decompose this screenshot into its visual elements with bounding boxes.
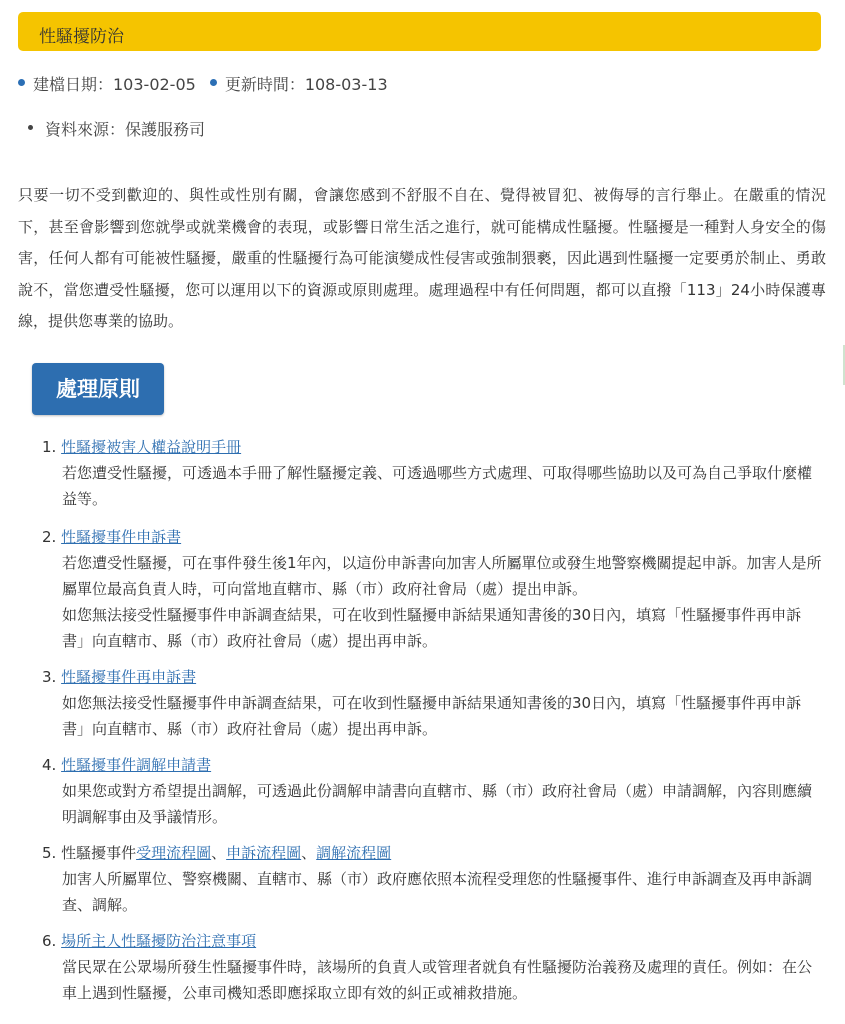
bullet-dot-icon (18, 79, 25, 86)
item-description-text: 如您無法接受性騷擾事件申訴調查結果，可在收到性騷擾申訴結果通知書後的30日內，填寫「性騷擾事件再申訴書」向直轄市、縣（市）政府社會局（處）提出再申訴。 (62, 606, 802, 650)
complaint-flowchart-link[interactable]: 申訴流程圖 (226, 844, 302, 862)
re-complaint-form-link[interactable]: 性騷擾事件再申訴書 (61, 668, 197, 686)
created-date: 建檔日期：103-02-05 (33, 75, 196, 94)
section-heading-button: 處理原則 (32, 363, 164, 415)
item-description-text: 加害人所屬單位、警察機關、直轄市、縣（市）政府應依照本流程受理您的性騷擾事件、進行申訴調查及再申訴調查、調解。 (62, 870, 813, 914)
item-number: 2. (42, 528, 57, 546)
mediation-form-link[interactable]: 性騷擾事件調解申請書 (61, 756, 212, 774)
item-number: 3. (42, 668, 57, 686)
item-number: 1. (42, 438, 57, 456)
list-item (42, 928, 822, 1006)
item-description (62, 550, 822, 654)
list-item (42, 840, 822, 918)
list-item (42, 664, 822, 742)
item-number: 6. (42, 932, 57, 950)
manual-link[interactable]: 性騷擾被害人權益說明手冊 (61, 438, 242, 456)
updated-date: 更新時間：108-03-13 (224, 75, 388, 94)
venue-owner-guidelines-link[interactable]: 場所主人性騷擾防治注意事項 (61, 932, 257, 950)
page-title: 性騷擾防治 (39, 27, 124, 47)
separator: 、 (211, 844, 227, 862)
item-description-text: 若您遭受性騷擾，可透過本手冊了解性騷擾定義、可透過哪些方式處理、可取得哪些協助以及可為自己爭取什麼權益等。 (62, 464, 813, 508)
data-source-label: 資料來源：保護服務司 (45, 120, 206, 139)
item-description (62, 866, 822, 918)
item-description-text: 如您無法接受性騷擾事件申訴調查結果，可在收到性騷擾申訴結果通知書後的30日內，填寫「性騷擾事件再申訴書」向直轄市、縣（市）政府社會局（處）提出再申訴。 (62, 694, 802, 738)
item-description (62, 690, 822, 742)
item-prefix: 性騷擾事件 (61, 844, 137, 862)
bullet-icon (28, 125, 33, 130)
item-description-text: 若您遭受性騷擾，可在事件發生後1年內，以這份申訴書向加害人所屬單位或發生地警察機關提起申訴。加害人是所屬單位最高負責人時，可向當地直轄市、縣（市）政府社會局（處）提出申訴。 (62, 554, 822, 598)
separator: 、 (301, 844, 317, 862)
item-description (62, 954, 822, 1006)
complaint-form-link[interactable]: 性騷擾事件申訴書 (61, 528, 182, 546)
item-number: 5. (42, 844, 57, 862)
page-title-bar (18, 12, 821, 51)
list-item (42, 434, 822, 512)
item-number: 4. (42, 756, 57, 774)
data-source (28, 117, 205, 140)
meta-info (18, 72, 388, 95)
acceptance-flowchart-link[interactable]: 受理流程圖 (136, 844, 212, 862)
mediation-flowchart-link[interactable]: 調解流程圖 (316, 844, 392, 862)
item-description-text: 如果您或對方希望提出調解，可透過此份調解申請書向直轄市、縣（市）政府社會局（處）申請調解，內容則應續明調解事由及爭議情形。 (62, 782, 813, 826)
bullet-dot-icon (210, 79, 217, 86)
list-item (42, 524, 822, 654)
list-item (42, 752, 822, 830)
item-description (62, 460, 822, 512)
intro-paragraph: 只要一切不受到歡迎的、與性或性別有關，會讓您感到不舒服不自在、覺得被冒犯、被侮辱的言行舉止。在嚴重的情況下，甚至會影響到您就學或就業機會的表現，或影響日常生活之進行，就可能構成性騷擾。性騷擾是一種對人身安全的傷害，任何人都有可能被性騷擾，嚴重的性騷擾行為可能演變成性侵害或強制猥褻，因此遇到性騷擾一定要勇於制止、勇敢說不，當您遭受性騷擾，您可以運用以下的資源或原則處理。處理過程中有任何問題，都可以直撥「113」24小時保護專線，提供您專業的協助。 (18, 186, 826, 330)
item-description (62, 778, 822, 830)
item-description-text: 當民眾在公眾場所發生性騷擾事件時，該場所的負責人或管理者就負有性騷擾防治義務及處理的責任。例如：在公車上遇到性騷擾，公車司機知悉即應採取立即有效的糾正或補救措施。 (62, 958, 813, 1002)
